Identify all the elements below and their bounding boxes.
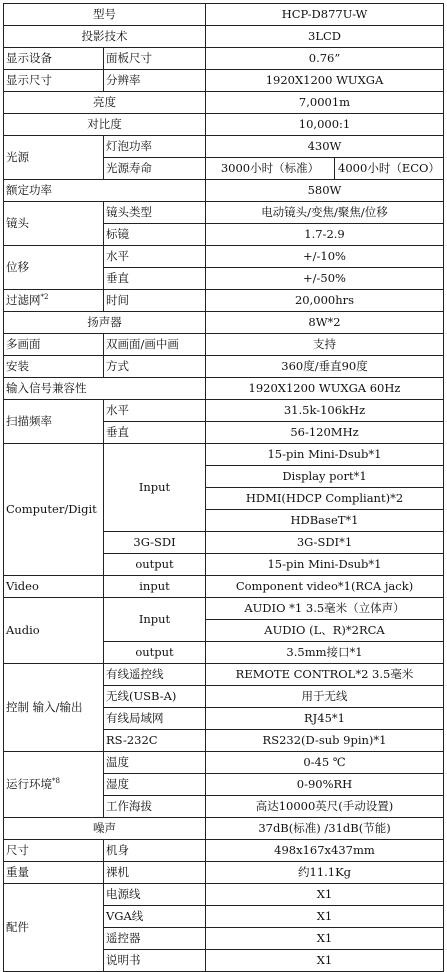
sub-control-lan: 有线局域网 bbox=[104, 708, 206, 730]
value-multi-screen: 支持 bbox=[206, 334, 444, 356]
sub-weight: 裸机 bbox=[104, 862, 206, 884]
label-contrast: 对比度 bbox=[4, 114, 206, 136]
value-bulb-power: 430W bbox=[206, 136, 444, 158]
sub-scan-vertical: 垂直 bbox=[104, 422, 206, 444]
value-audio-output: 3.5mm接口*1 bbox=[206, 642, 444, 664]
value-acc-remote: X1 bbox=[206, 928, 444, 950]
value-input-compat: 1920X1200 WUXGA 60Hz bbox=[206, 378, 444, 400]
row-audio-input-1 bbox=[4, 598, 444, 620]
label-filter-cell bbox=[4, 290, 104, 312]
value-life-standard: 3000小时（标准） bbox=[206, 158, 335, 180]
sub-install: 方式 bbox=[104, 356, 206, 378]
value-control-wired-remote: REMOTE CONTROL*2 3.5毫米 bbox=[206, 664, 444, 686]
sub-acc-manual: 说明书 bbox=[104, 950, 206, 972]
value-dimensions: 498x167x437mm bbox=[206, 840, 444, 862]
row-display-device bbox=[4, 48, 444, 70]
sub-computer-input: Input bbox=[104, 444, 206, 532]
row-dimensions bbox=[4, 840, 444, 862]
sub-audio-input: Input bbox=[104, 598, 206, 642]
row-multi-screen bbox=[4, 334, 444, 356]
value-lens-type: 电动镜头/变焦/聚焦/位移 bbox=[206, 202, 444, 224]
label-environment-cell bbox=[4, 752, 104, 818]
label-multi-screen: 多画面 bbox=[4, 334, 104, 356]
value-computer-input-3: HDMI(HDCP Compliant)*2 bbox=[206, 488, 444, 510]
row-video bbox=[4, 576, 444, 598]
sub-lens-standard: 标镜 bbox=[104, 224, 206, 246]
row-rated-power bbox=[4, 180, 444, 202]
row-install bbox=[4, 356, 444, 378]
value-life-eco: 4000小时（ECO） bbox=[335, 158, 444, 180]
label-rated-power: 额定功率 bbox=[4, 180, 206, 202]
label-audio: Audio bbox=[4, 598, 104, 664]
row-model bbox=[4, 4, 444, 26]
value-audio-input-2: AUDIO (L、R)*2RCA bbox=[206, 620, 444, 642]
sub-control-rs232c: RS-232C bbox=[104, 730, 206, 752]
row-noise bbox=[4, 818, 444, 840]
row-projection-tech bbox=[4, 26, 444, 48]
value-contrast: 10,000:1 bbox=[206, 114, 444, 136]
spec-table bbox=[3, 3, 444, 972]
sub-computer-sdi: 3G-SDI bbox=[104, 532, 206, 554]
sub-env-humidity: 湿度 bbox=[104, 774, 206, 796]
value-projection-tech: 3LCD bbox=[206, 26, 444, 48]
value-control-wireless: 用于无线 bbox=[206, 686, 444, 708]
row-computer-input-1 bbox=[4, 444, 444, 466]
value-weight: 约11.1Kg bbox=[206, 862, 444, 884]
value-scan-horizontal: 31.5k-106kHz bbox=[206, 400, 444, 422]
sub-video-input: input bbox=[104, 576, 206, 598]
label-weight: 重量 bbox=[4, 862, 104, 884]
sub-control-wired-remote: 有线遥控线 bbox=[104, 664, 206, 686]
label-install: 安装 bbox=[4, 356, 104, 378]
sub-control-wireless: 无线(USB-A) bbox=[104, 686, 206, 708]
sub-env-altitude: 工作海拔 bbox=[104, 796, 206, 818]
value-panel-size: 0.76” bbox=[206, 48, 444, 70]
sub-audio-output: output bbox=[104, 642, 206, 664]
label-projection-tech: 投影技术 bbox=[4, 26, 206, 48]
label-noise: 噪声 bbox=[4, 818, 206, 840]
value-shift-vertical: +/-50% bbox=[206, 268, 444, 290]
value-control-lan: RJ45*1 bbox=[206, 708, 444, 730]
value-acc-vga-cable: X1 bbox=[206, 906, 444, 928]
value-control-rs232c: RS232(D-sub 9pin)*1 bbox=[206, 730, 444, 752]
value-computer-sdi: 3G-SDI*1 bbox=[206, 532, 444, 554]
sub-bulb-power: 灯泡功率 bbox=[104, 136, 206, 158]
value-lens-standard: 1.7-2.9 bbox=[206, 224, 444, 246]
row-lens-type bbox=[4, 202, 444, 224]
value-computer-input-4: HDBaseT*1 bbox=[206, 510, 444, 532]
footnote-filter: *2 bbox=[40, 293, 49, 301]
value-acc-power-cord: X1 bbox=[206, 884, 444, 906]
value-computer-input-2: Display port*1 bbox=[206, 466, 444, 488]
row-control-1 bbox=[4, 664, 444, 686]
label-lens: 镜头 bbox=[4, 202, 104, 246]
sub-filter-time: 时间 bbox=[104, 290, 206, 312]
value-model: HCP-D877U-W bbox=[206, 4, 444, 26]
footnote-environment: *8 bbox=[52, 777, 60, 785]
value-resolution: 1920X1200 WUXGA bbox=[206, 70, 444, 92]
sub-panel-size: 面板尺寸 bbox=[104, 48, 206, 70]
row-weight bbox=[4, 862, 444, 884]
value-rated-power: 580W bbox=[206, 180, 444, 202]
sub-shift-vertical: 垂直 bbox=[104, 268, 206, 290]
sub-env-temperature: 温度 bbox=[104, 752, 206, 774]
label-filter: 过滤网 bbox=[6, 293, 41, 307]
label-display-size: 显示尺寸 bbox=[4, 70, 104, 92]
sub-light-life: 光源寿命 bbox=[104, 158, 206, 180]
value-computer-input-1: 15-pin Mini-Dsub*1 bbox=[206, 444, 444, 466]
sub-resolution: 分辨率 bbox=[104, 70, 206, 92]
value-install: 360度/垂直90度 bbox=[206, 356, 444, 378]
label-light-source: 光源 bbox=[4, 136, 104, 180]
value-scan-vertical: 56-120MHz bbox=[206, 422, 444, 444]
value-video-input: Component video*1(RCA jack) bbox=[206, 576, 444, 598]
value-env-humidity: 0-90%RH bbox=[206, 774, 444, 796]
label-scan-freq: 扫描频率 bbox=[4, 400, 104, 444]
sub-acc-vga-cable: VGA线 bbox=[104, 906, 206, 928]
row-acc-1 bbox=[4, 884, 444, 906]
label-speaker: 扬声器 bbox=[4, 312, 206, 334]
label-video: Video bbox=[4, 576, 104, 598]
sub-lens-type: 镜头类型 bbox=[104, 202, 206, 224]
value-env-altitude: 高达10000英尺(手动设置) bbox=[206, 796, 444, 818]
sub-acc-power-cord: 电源线 bbox=[104, 884, 206, 906]
row-filter bbox=[4, 290, 444, 312]
row-speaker bbox=[4, 312, 444, 334]
label-accessories: 配件 bbox=[4, 884, 104, 972]
row-env-1 bbox=[4, 752, 444, 774]
row-contrast bbox=[4, 114, 444, 136]
sub-computer-output: output bbox=[104, 554, 206, 576]
row-display-size bbox=[4, 70, 444, 92]
row-bulb-power bbox=[4, 136, 444, 158]
label-model: 型号 bbox=[4, 4, 206, 26]
row-scan-horizontal bbox=[4, 400, 444, 422]
value-filter-time: 20,000hrs bbox=[206, 290, 444, 312]
value-audio-input-1: AUDIO *1 3.5毫米（立体声） bbox=[206, 598, 444, 620]
label-computer: Computer/Digit bbox=[4, 444, 104, 576]
value-computer-output: 15-pin Mini-Dsub*1 bbox=[206, 554, 444, 576]
sub-multi-screen: 双画面/画中画 bbox=[104, 334, 206, 356]
value-brightness: 7,0001m bbox=[206, 92, 444, 114]
value-noise: 37dB(标准) /31dB(节能) bbox=[206, 818, 444, 840]
value-env-temperature: 0-45 ℃ bbox=[206, 752, 444, 774]
label-environment: 运行环境 bbox=[6, 777, 52, 791]
label-shift: 位移 bbox=[4, 246, 104, 290]
label-display-device: 显示设备 bbox=[4, 48, 104, 70]
row-brightness bbox=[4, 92, 444, 114]
label-control: 控制 输入/输出 bbox=[4, 664, 104, 752]
sub-dimensions: 机身 bbox=[104, 840, 206, 862]
label-dimensions: 尺寸 bbox=[4, 840, 104, 862]
label-brightness: 亮度 bbox=[4, 92, 206, 114]
sub-shift-horizontal: 水平 bbox=[104, 246, 206, 268]
sub-acc-remote: 遥控器 bbox=[104, 928, 206, 950]
value-shift-horizontal: +/-10% bbox=[206, 246, 444, 268]
value-acc-manual: X1 bbox=[206, 950, 444, 972]
label-input-compat: 输入信号兼容性 bbox=[4, 378, 206, 400]
row-shift-horizontal bbox=[4, 246, 444, 268]
sub-scan-horizontal: 水平 bbox=[104, 400, 206, 422]
row-input-compat bbox=[4, 378, 444, 400]
value-speaker: 8W*2 bbox=[206, 312, 444, 334]
